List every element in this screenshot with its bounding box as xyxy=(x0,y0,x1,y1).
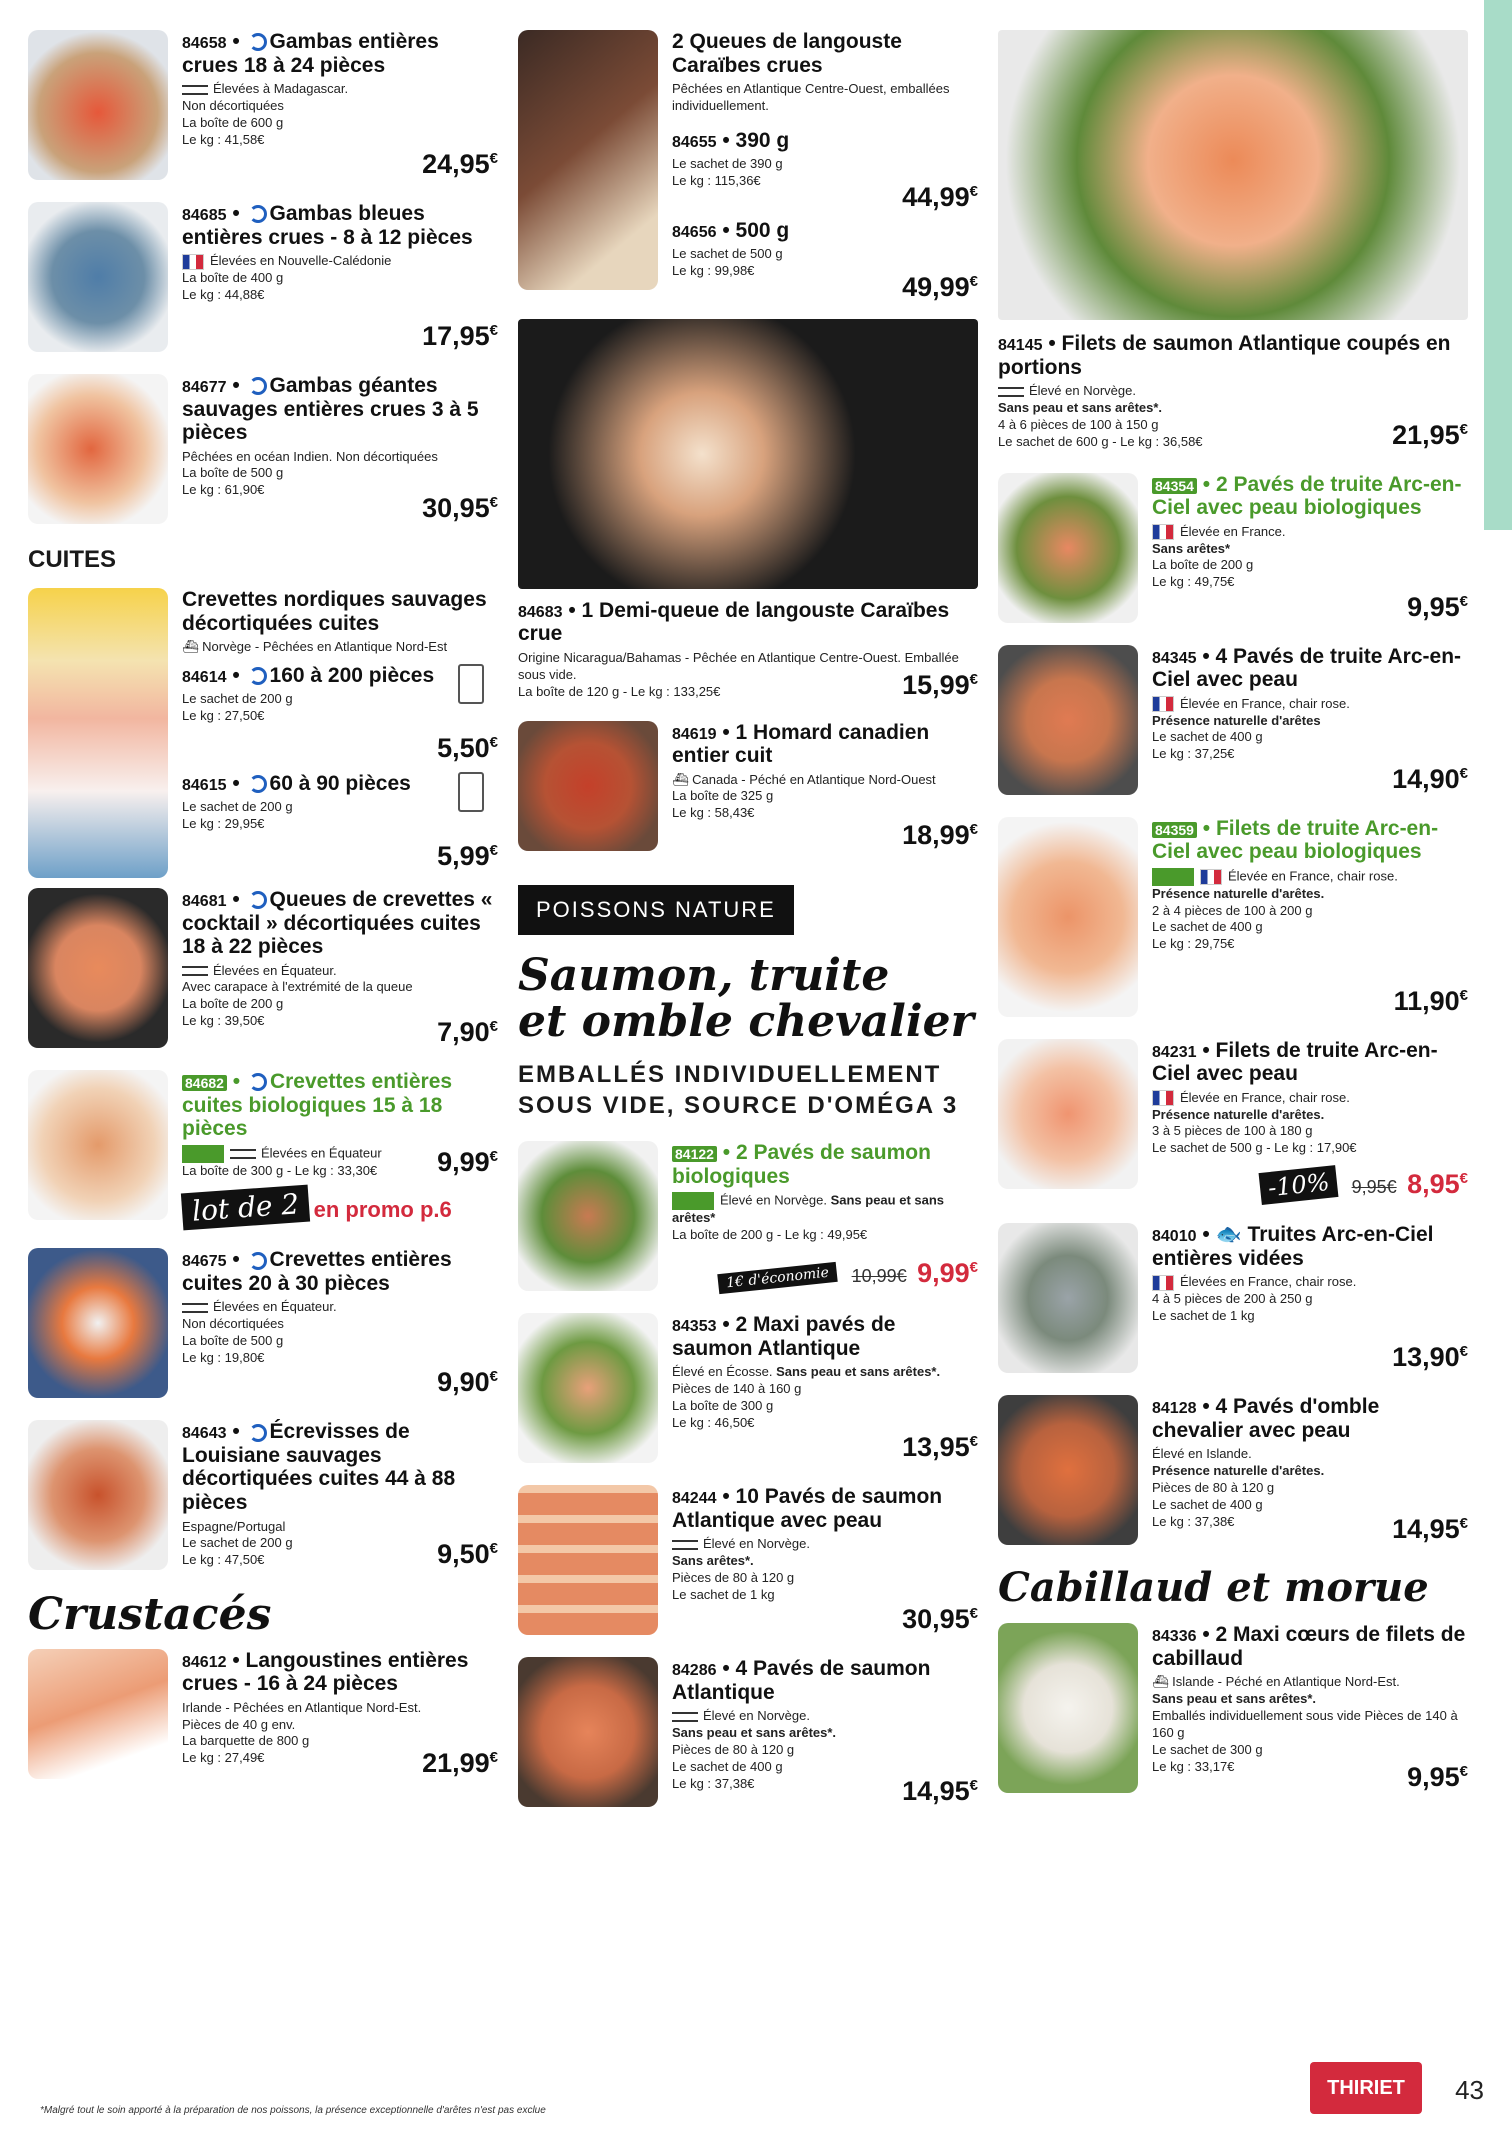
product-price: 9,90€ xyxy=(437,1367,498,1398)
product-title: 84677 • Gambas géantes sauvages entières crues 3 à 5 pièces xyxy=(182,374,479,445)
product-card[interactable] xyxy=(28,30,498,180)
farmed-icon xyxy=(182,1303,208,1313)
product-title: 84128 • 4 Pavés d'omble chevalier avec peau xyxy=(1152,1395,1380,1442)
product-meta: Élevée en France. Sans arêtes* La boîte de 200 g Le kg : 49,75€ xyxy=(1152,523,1286,590)
product-price: 21,95€ xyxy=(1392,419,1468,450)
product-card[interactable] xyxy=(998,1395,1468,1545)
france-flag-icon xyxy=(1152,1090,1174,1106)
variant-title: 84655 • 390 g xyxy=(672,128,790,152)
product-meta: Élevée en France, chair rose. Présence naturelle d'arêtes. 3 à 5 pièces de 100 à 180 g Le sachet de 500 g - Le kg : 17,90€ xyxy=(1152,1089,1357,1156)
product-image xyxy=(28,202,168,352)
farmed-icon xyxy=(182,966,208,976)
shrimp-icon xyxy=(249,667,267,685)
product-price: 17,95€ xyxy=(422,321,498,351)
product-card[interactable] xyxy=(28,374,498,524)
discount-badge: -10% xyxy=(1258,1165,1338,1205)
section-subheading: EMBALLÉS INDIVIDUELLEMENT SOUS VIDE, SOURCE D'OMÉGA 3 xyxy=(518,1060,959,1120)
variant-price: 5,99€ xyxy=(437,840,498,871)
product-price: 11,90€ xyxy=(1393,985,1468,1016)
variant-row[interactable] xyxy=(182,664,498,764)
shrimp-icon xyxy=(249,1073,267,1091)
brand-logo: THIRIET xyxy=(1310,2062,1422,2114)
boat-icon: ⛴ xyxy=(672,771,693,787)
product-price: 9,99€ xyxy=(437,1147,498,1178)
product-meta: Élevées en Équateur La boîte de 300 g - Le kg : 33,30€ xyxy=(182,1144,382,1178)
product-title: 84244 • 10 Pavés de saumon Atlantique avec peau xyxy=(672,1485,943,1532)
shrimp-icon xyxy=(249,775,267,793)
product-meta: Élevé en Norvège. Sans peau et sans arêtes* La boîte de 200 g - Le kg : 49,95€ xyxy=(672,1192,945,1243)
variant-row[interactable] xyxy=(182,772,498,872)
product-card-hero[interactable] xyxy=(998,30,1468,451)
section-heading-script: Saumon, truite xyxy=(518,949,890,1001)
product-card-hero[interactable] xyxy=(518,319,978,701)
product-image xyxy=(518,1657,658,1807)
product-meta: Élevé en Norvège. Sans peau et sans arêtes*. 4 à 6 pièces de 100 à 150 g Le sachet de 600 g - Le kg : 36,58€ xyxy=(998,383,1203,449)
variant-meta: Le sachet de 390 g Le kg : 115,36€ xyxy=(672,156,783,189)
variant-meta: Le sachet de 500 g Le kg : 99,98€ xyxy=(672,246,783,279)
section-banner: POISSONS NATURE xyxy=(518,885,794,935)
product-price: 13,95€ xyxy=(902,1432,978,1463)
product-card[interactable] xyxy=(28,1420,498,1570)
page-number: 43 xyxy=(1455,2075,1484,2105)
product-price: 14,90€ xyxy=(1392,763,1468,794)
product-card-organic[interactable] xyxy=(28,1070,498,1229)
product-title: 84010 • 🐟 Truites Arc-en-Ciel entières vidées xyxy=(1152,1223,1434,1270)
farmed-icon xyxy=(672,1540,698,1550)
section-heading-cabillaud: Cabillaud et morue xyxy=(998,1564,1429,1612)
product-meta: Élevée en France, chair rose. Présence naturelle d'arêtes Le sachet de 400 g Le kg : 37,25€ xyxy=(1152,695,1350,762)
section-heading-crustaces: Crustacés xyxy=(28,1589,272,1641)
product-meta: Élevé en Norvège. Sans peau et sans arêtes*. Pièces de 80 à 120 g Le sachet de 400 g Le kg : 37,38€ xyxy=(672,1708,837,1791)
farmed-icon xyxy=(672,1712,698,1722)
product-price: 9,95€ xyxy=(1407,1762,1468,1793)
product-image xyxy=(28,588,168,878)
promo-link[interactable]: en promo p.6 xyxy=(313,1197,452,1223)
product-title: 84122 • 2 Pavés de saumon biologiques xyxy=(672,1141,931,1188)
old-price: 9,95€ xyxy=(1351,1177,1397,1198)
product-meta: Élevées à Madagascar. Non décortiquées La boîte de 600 g Le kg : 41,58€ xyxy=(182,81,349,147)
product-price: 24,95€ xyxy=(422,149,498,179)
product-title: 84286 • 4 Pavés de saumon Atlantique xyxy=(672,1657,931,1704)
organic-label-icon xyxy=(182,1145,224,1163)
product-image xyxy=(998,1223,1138,1373)
product-card[interactable] xyxy=(518,1313,978,1463)
section-label-cuites: CUITES xyxy=(28,546,117,573)
product-meta: Origine Nicaragua/Bahamas - Pêchée en Atlantique Centre-Ouest. Emballée sous vide. La boîte de 120 g - Le kg : 133,25€ xyxy=(518,649,959,699)
product-meta: ⛴ Canada - Péché en Atlantique Nord-Ouest La boîte de 325 g Le kg : 58,43€ xyxy=(672,771,936,821)
variant-price: 44,99€ xyxy=(902,181,978,212)
product-title: 84643 • Écrevisses de Louisiane sauvages décortiquées cuites 44 à 88 pièces xyxy=(182,1420,456,1514)
page-edge-tab xyxy=(1484,0,1512,530)
product-meta: Élevées en Équateur. Avec carapace à l'extrémité de la queue La boîte de 200 g Le kg : 39,50€ xyxy=(182,962,413,1029)
product-image xyxy=(28,888,168,1048)
product-card[interactable] xyxy=(28,888,498,1048)
shrimp-icon xyxy=(249,33,267,51)
promo-badge: lot de 2 xyxy=(181,1185,310,1231)
product-image xyxy=(998,473,1138,623)
product-image xyxy=(518,721,658,851)
product-price: 8,95€ xyxy=(1407,1169,1468,1200)
product-price: 9,50€ xyxy=(437,1539,498,1570)
cutlery-icon xyxy=(458,664,484,704)
product-title: 84683 • 1 Demi-queue de langouste Caraïbes crue xyxy=(518,598,950,646)
product-price: 15,99€ xyxy=(902,669,978,700)
product-card[interactable] xyxy=(518,721,978,851)
section-heading-script: et omble chevalier xyxy=(518,995,974,1047)
variant-price: 5,50€ xyxy=(437,732,498,763)
product-card-organic[interactable] xyxy=(998,473,1468,623)
product-image xyxy=(28,1248,168,1398)
product-meta: Pêchées en Atlantique Centre-Ouest, emballées individuellement. xyxy=(672,81,950,113)
footnote: *Malgré tout le soin apporté à la préparation de nos poissons, la présence exceptionnelle d'arêtes n'est pas exclue xyxy=(40,2105,546,2116)
organic-label-icon xyxy=(672,1192,714,1210)
product-meta: Espagne/Portugal Le sachet de 200 g Le kg : 47,50€ xyxy=(182,1518,293,1568)
variant-meta: Le sachet de 200 g Le kg : 27,50€ xyxy=(182,691,293,724)
variant-meta: Le sachet de 200 g Le kg : 29,95€ xyxy=(182,799,293,832)
product-meta: Pêchées en océan Indien. Non décortiquées La boîte de 500 g Le kg : 61,90€ xyxy=(182,448,438,498)
product-meta: Élevées en Nouvelle-Calédonie La boîte de 400 g Le kg : 44,88€ xyxy=(182,253,392,302)
product-title: 84681 • Queues de crevettes « cocktail » décortiquées cuites 18 à 22 pièces xyxy=(182,888,493,959)
product-meta: ⛴ Norvège - Pêchées en Atlantique Nord-Est xyxy=(182,639,448,655)
product-image xyxy=(28,1420,168,1570)
product-title: 84682 • Crevettes entières cuites biologiques 15 à 18 pièces xyxy=(182,1070,453,1141)
promo-row[interactable] xyxy=(182,1187,498,1229)
product-image xyxy=(998,817,1138,1017)
product-meta: Élevées en Équateur. Non décortiquées La boîte de 500 g Le kg : 19,80€ xyxy=(182,1299,337,1366)
product-meta: Élevé en Islande. Présence naturelle d'arêtes. Pièces de 80 à 120 g Le sachet de 400 g Le kg : 37,38€ xyxy=(1152,1446,1325,1529)
boat-icon: ⛴ xyxy=(1152,1674,1173,1690)
product-price: 9,95€ xyxy=(1407,591,1468,622)
product-price: 21,99€ xyxy=(422,1747,498,1778)
product-image xyxy=(518,1313,658,1463)
farmed-icon xyxy=(182,85,208,95)
product-meta: ⛴ Islande - Péché en Atlantique Nord-Est. Sans peau et sans arêtes*. Emballés individuellement sous vide Pièces de 140 à 160 g Le sachet de 300 g Le kg : 33,17€ xyxy=(1152,1674,1458,1774)
product-card[interactable] xyxy=(998,1623,1468,1793)
france-flag-icon xyxy=(1200,869,1222,885)
product-meta: Élevées en France, chair rose. 4 à 5 pièces de 200 à 250 g Le sachet de 1 kg xyxy=(1152,1274,1357,1323)
product-card[interactable] xyxy=(28,1649,498,1779)
variant-row[interactable] xyxy=(672,219,978,303)
product-title: 84359 • Filets de truite Arc-en-Ciel avec peau biologiques xyxy=(1152,816,1439,864)
product-title: 84345 • 4 Pavés de truite Arc-en-Ciel avec peau xyxy=(1152,644,1462,692)
fish-icon: 🐟 xyxy=(1215,1223,1242,1247)
product-card[interactable] xyxy=(28,588,498,878)
product-card-organic[interactable] xyxy=(998,817,1468,1017)
product-title: 84612 • Langoustines entières crues - 16 à 24 pièces xyxy=(182,1648,469,1696)
variant-title: 84656 • 500 g xyxy=(672,218,790,242)
organic-label-icon xyxy=(1152,868,1194,886)
product-card[interactable] xyxy=(998,1223,1468,1373)
product-card[interactable] xyxy=(28,1248,498,1398)
farmed-icon xyxy=(230,1149,256,1159)
product-image xyxy=(28,374,168,524)
column-langouste-saumon xyxy=(518,30,978,1829)
france-flag-icon xyxy=(1152,1275,1174,1291)
product-image xyxy=(998,645,1138,795)
france-flag-icon xyxy=(1152,524,1174,540)
product-title: 2 Queues de langouste Caraïbes crues xyxy=(672,30,902,77)
product-meta: Élevé en Écosse. Sans peau et sans arêtes*. Pièces de 140 à 160 g La boîte de 300 g Le kg : 46,50€ xyxy=(672,1364,941,1430)
product-card-organic[interactable] xyxy=(518,1141,978,1291)
product-meta: Élevée en France, chair rose. Présence naturelle d'arêtes. 2 à 4 pièces de 100 à 200 g Le sachet de 400 g Le kg : 29,75€ xyxy=(1152,868,1398,952)
boat-icon: ⛴ xyxy=(182,639,203,655)
product-price: 14,95€ xyxy=(902,1776,978,1807)
product-image xyxy=(28,1070,168,1220)
variant-row[interactable] xyxy=(672,129,978,213)
product-price: 30,95€ xyxy=(422,493,498,523)
shrimp-icon xyxy=(249,205,267,223)
product-meta: Irlande - Pêchées en Atlantique Nord-Est. Pièces de 40 g env. La barquette de 800 g Le kg : 27,49€ xyxy=(182,1699,422,1766)
product-price: 7,90€ xyxy=(437,1017,498,1047)
product-title: 84619 • 1 Homard canadien entier cuit xyxy=(672,720,930,768)
old-price: 10,99€ xyxy=(851,1266,907,1287)
product-meta: Élevé en Norvège. Sans arêtes*. Pièces de 80 à 120 g Le sachet de 1 kg xyxy=(672,1536,810,1602)
product-title: 84353 • 2 Maxi pavés de saumon Atlantique xyxy=(672,1313,896,1360)
product-image xyxy=(518,1141,658,1291)
product-price: 18,99€ xyxy=(902,819,978,850)
product-title: 84658 • Gambas entières crues 18 à 24 pièces xyxy=(182,30,439,77)
product-title: 84685 • Gambas bleues entières crues - 8 à 12 pièces xyxy=(182,202,473,249)
variant-title: 84615 • 60 à 90 pièces xyxy=(182,771,411,795)
price-row xyxy=(672,1258,978,1292)
cutlery-icon xyxy=(458,772,484,812)
shrimp-icon xyxy=(249,377,267,395)
shrimp-icon xyxy=(249,1252,267,1270)
shrimp-icon xyxy=(249,1424,267,1442)
column-crevettes xyxy=(28,30,498,1801)
product-price: 30,95€ xyxy=(902,1604,978,1635)
product-card[interactable] xyxy=(28,202,498,352)
product-title: 84231 • Filets de truite Arc-en-Ciel avec peau xyxy=(1152,1038,1438,1086)
product-image xyxy=(998,1395,1138,1545)
shrimp-icon xyxy=(249,891,267,909)
product-title: Crevettes nordiques sauvages décortiquées cuites xyxy=(182,588,487,635)
product-card[interactable] xyxy=(998,1039,1468,1202)
product-price: 13,90€ xyxy=(1392,1342,1468,1373)
product-image xyxy=(28,1649,168,1779)
price-row xyxy=(1152,1169,1468,1201)
france-flag-icon xyxy=(182,254,204,270)
column-truite-cabillaud xyxy=(998,30,1468,1815)
product-title: 84145 • Filets de saumon Atlantique coupés en portions xyxy=(998,332,1451,379)
farmed-icon xyxy=(998,387,1024,397)
product-image xyxy=(998,30,1468,320)
product-card[interactable] xyxy=(518,1485,978,1635)
france-flag-icon xyxy=(1152,696,1174,712)
savings-badge: 1€ d'économie xyxy=(717,1262,838,1294)
product-image xyxy=(28,30,168,180)
variant-title: 84614 • 160 à 200 pièces xyxy=(182,663,435,687)
product-image xyxy=(998,1623,1138,1793)
product-title: 84354 • 2 Pavés de truite Arc-en-Ciel avec peau biologiques xyxy=(1152,472,1462,520)
product-price: 9,99€ xyxy=(917,1258,978,1289)
variant-price: 49,99€ xyxy=(902,271,978,302)
product-title: 84675 • Crevettes entières cuites 20 à 30 pièces xyxy=(182,1248,452,1295)
product-image xyxy=(518,319,978,589)
product-image xyxy=(518,30,658,290)
product-card[interactable] xyxy=(518,1657,978,1807)
product-image xyxy=(998,1039,1138,1189)
product-image xyxy=(518,1485,658,1635)
product-card[interactable] xyxy=(998,645,1468,795)
product-title: 84336 • 2 Maxi cœurs de filets de cabillaud xyxy=(1152,1623,1466,1670)
product-card[interactable] xyxy=(518,30,978,303)
product-price: 14,95€ xyxy=(1392,1514,1468,1545)
